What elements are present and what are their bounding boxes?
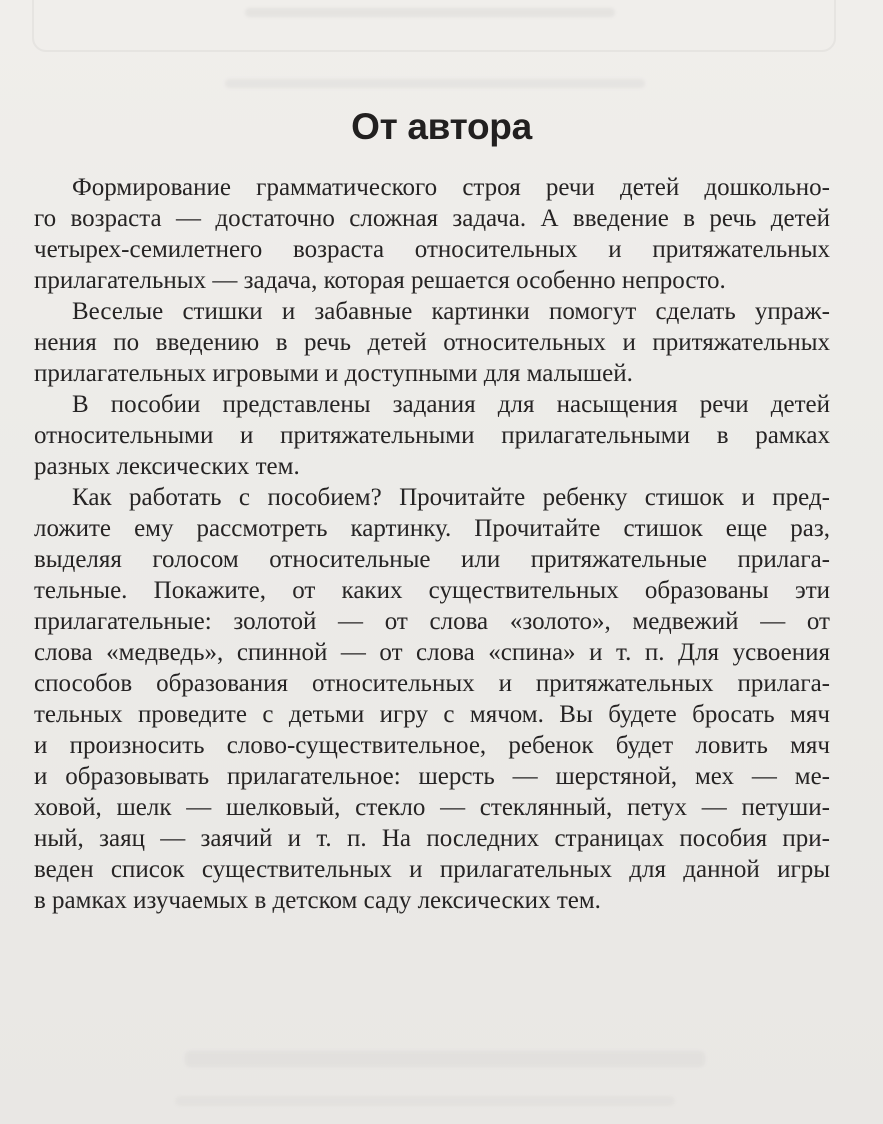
bleed-through-text bbox=[245, 8, 615, 17]
text-line: ховой, шелк — шелковый, стекло — стеклянный, петух — петуши- bbox=[34, 794, 830, 821]
text-line: прилагательных игровыми и доступными для малышей. bbox=[34, 360, 633, 387]
text-line: прилагательных — задача, которая решается особенно непросто. bbox=[34, 267, 726, 294]
text-line: ложите ему рассмотреть картинку. Прочитайте стишок еще раз, bbox=[34, 515, 830, 542]
text-line: и образовывать прилагательное: шерсть — шерстяной, мех — ме- bbox=[34, 763, 830, 790]
text-line: Формирование грамматического строя речи детей дошкольно- bbox=[72, 174, 830, 201]
text-line: го возраста — достаточно сложная задача. А введение в речь детей bbox=[34, 205, 830, 232]
text-line: разных лексических тем. bbox=[34, 453, 300, 480]
text-line: относительными и притяжательными прилагательными в рамках bbox=[34, 422, 830, 449]
text-line: тельные. Покажите, от каких существительных образованы эти bbox=[34, 577, 830, 604]
text-line: в рамках изучаемых в детском саду лексических тем. bbox=[34, 887, 601, 914]
text-line: Веселые стишки и забавные картинки помогут сделать упраж- bbox=[72, 298, 830, 325]
text-line: Как работать с пособием? Прочитайте ребенку стишок и пред- bbox=[72, 484, 830, 511]
text-line: В пособии представлены задания для насыщения речи детей bbox=[72, 391, 830, 418]
text-line: прилагательные: золотой — от слова «золото», медвежий — от bbox=[34, 608, 830, 635]
bleed-through-text bbox=[225, 79, 645, 88]
body-text bbox=[34, 172, 830, 916]
page-title: От автора bbox=[351, 106, 532, 147]
text-line: и произносить слово-существительное, ребенок будет ловить мяч bbox=[34, 732, 830, 759]
text-line: слова «медведь», спинной — от слова «спина» и т. п. Для усвоения bbox=[34, 639, 830, 666]
text-line: тельных проведите с детьми игру с мячом. Вы будете бросать мяч bbox=[34, 701, 830, 728]
text-line: выделяя голосом относительные или притяжательные прилага- bbox=[34, 546, 830, 573]
text-line: способов образования относительных и притяжательных прилага- bbox=[34, 670, 830, 697]
bleed-through-text bbox=[185, 1051, 705, 1067]
bleed-through-text bbox=[175, 1096, 675, 1106]
text-line: четырех-семилетнего возраста относительных и притяжательных bbox=[34, 236, 830, 263]
text-line: ный, заяц — заячий и т. п. На последних страницах пособия при- bbox=[34, 825, 830, 852]
text-line: нения по введению в речь детей относительных и притяжательных bbox=[34, 329, 830, 356]
text-line: веден список существительных и прилагательных для данной игры bbox=[34, 856, 830, 883]
